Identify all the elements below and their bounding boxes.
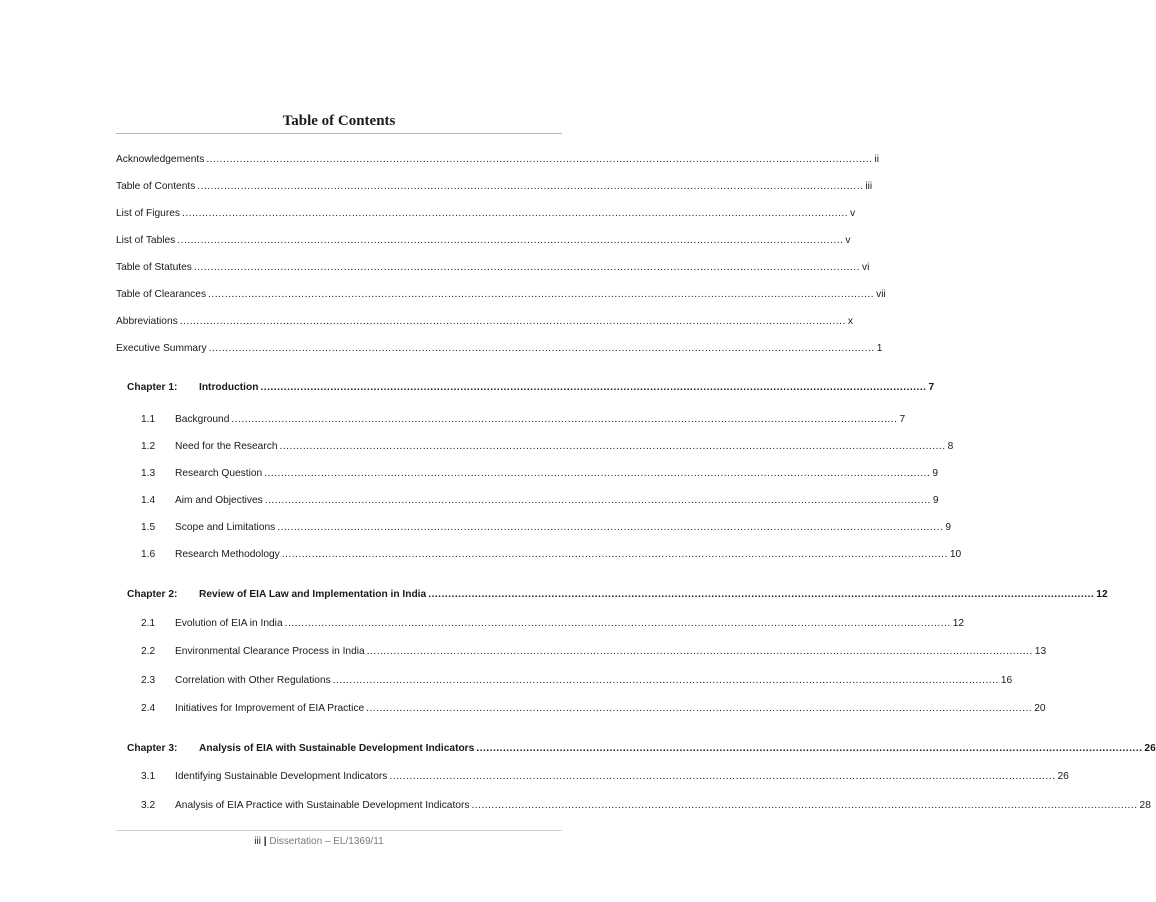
page-title: Table of Contents [282, 113, 396, 129]
toc-leader-dots: ........................................................................................................................................................................................................ [193, 262, 860, 273]
toc-leader-dots: ........................................................................................................................................................................................................ [179, 316, 846, 327]
toc-entry-label: List of Figures [116, 208, 180, 219]
toc-chapter-entry[interactable] [127, 381, 935, 395]
toc-leader-dots: ........................................................................................................................................................................................................ [260, 382, 927, 393]
toc-entry-label: Review of EIA Law and Implementation in India [199, 589, 427, 600]
toc-entry[interactable] [116, 342, 883, 356]
page-footer [0, 836, 638, 847]
toc-entry-label: Analysis of EIA with Sustainable Development Indicators [199, 743, 475, 754]
toc-section-entry[interactable] [141, 645, 1047, 659]
toc-leader-dots: ........................................................................................................................................................................................................ [197, 181, 864, 192]
toc-entry-page: 1 [876, 343, 883, 354]
toc-entry[interactable] [116, 315, 853, 329]
title-divider [116, 133, 562, 134]
toc-entry-page: vii [876, 289, 886, 300]
toc-entry-page: 13 [1034, 646, 1047, 657]
toc-entry-page: 28 [1139, 800, 1151, 811]
toc-entry-number: 2.3 [141, 675, 156, 686]
toc-section-entry[interactable] [141, 702, 1046, 716]
toc-entry[interactable] [116, 234, 851, 248]
toc-section-entry[interactable] [141, 521, 952, 535]
toc-entry-label: Acknowledgements [116, 154, 205, 165]
toc-leader-dots: ........................................................................................................................................................................................................ [206, 154, 873, 165]
toc-section-entry[interactable] [141, 770, 1069, 784]
toc-leader-dots: ........................................................................................................................................................................................................ [181, 208, 849, 219]
toc-entry-number: 2.2 [141, 646, 156, 657]
toc-entry-page: 20 [1034, 703, 1046, 714]
toc-leader-dots: ........................................................................................................................................................................................................ [264, 495, 931, 506]
toc-entry-page: 16 [1000, 675, 1013, 686]
toc-entry-number: 1.6 [141, 549, 156, 560]
toc-entry-label: Table of Clearances [116, 289, 207, 300]
toc-leader-dots: ........................................................................................................................................................................................................ [279, 441, 946, 452]
toc-entry-page: 12 [952, 618, 965, 629]
toc-entry-label: Table of Contents [116, 181, 196, 192]
toc-section-entry[interactable] [141, 674, 1013, 688]
toc-entry-page: 8 [947, 441, 954, 452]
toc-entry-page: v [845, 235, 851, 246]
toc-entry-label: Identifying Sustainable Development Indicators [175, 771, 388, 782]
toc-leader-dots: ........................................................................................................................................................................................................ [177, 235, 844, 246]
toc-entry-label: Initiatives for Improvement of EIA Practice [175, 703, 365, 714]
toc-entry-page: 7 [928, 382, 935, 393]
footer-separator: | [263, 836, 267, 847]
toc-entry-label: Executive Summary [116, 343, 207, 354]
toc-entry-page: ii [874, 154, 879, 165]
toc-leader-dots: ........................................................................................................................................................................................................ [277, 522, 944, 533]
toc-entry-number: 1.1 [141, 414, 156, 425]
toc-entry-number: 1.4 [141, 495, 156, 506]
toc-entry[interactable] [116, 261, 870, 275]
toc-entry-label: Aim and Objectives [175, 495, 263, 506]
footer-divider [116, 830, 562, 831]
toc-leader-dots: ........................................................................................................................................................................................................ [231, 414, 898, 425]
toc-entry-page: 10 [949, 549, 962, 560]
toc-entry-page: vi [861, 262, 870, 273]
toc-entry-page: 12 [1096, 589, 1108, 600]
toc-leader-dots: ........................................................................................................................................................................................................ [208, 343, 875, 354]
footer-page-number: iii [254, 836, 261, 847]
toc-entry-page: 26 [1144, 743, 1156, 754]
toc-entry-number: Chapter 3: [127, 743, 178, 754]
toc-leader-dots: ........................................................................................................................................................................................................ [471, 800, 1138, 811]
toc-entry-label: Table of Statutes [116, 262, 192, 273]
toc-entry-number: Chapter 1: [127, 382, 178, 393]
toc-chapter-entry[interactable] [127, 742, 1156, 756]
toc-entry-number: 3.1 [141, 771, 156, 782]
toc-leader-dots: ........................................................................................................................................................................................................ [476, 743, 1143, 754]
toc-leader-dots: ........................................................................................................................................................................................................ [332, 675, 999, 686]
toc-entry-label: Research Question [175, 468, 263, 479]
toc-chapter-entry[interactable] [127, 588, 1108, 602]
toc-entry-page: 9 [932, 495, 939, 506]
toc-entry-page: x [847, 316, 853, 327]
toc-entry-label: Environmental Clearance Process in India [175, 646, 365, 657]
toc-section-entry[interactable] [141, 548, 962, 562]
toc-entry-label: Scope and Limitations [175, 522, 276, 533]
toc-entry-label: Need for the Research [175, 441, 278, 452]
toc-entry[interactable] [116, 153, 879, 167]
toc-entry-number: 1.2 [141, 441, 156, 452]
toc-entry-label: Introduction [199, 382, 259, 393]
toc-leader-dots: ........................................................................................................................................................................................................ [366, 703, 1033, 714]
toc-entry-label: Research Methodology [175, 549, 280, 560]
toc-section-entry[interactable] [141, 799, 1151, 813]
toc-entry-label: Analysis of EIA Practice with Sustainable Development Indicators [175, 800, 470, 811]
toc-entry-label: Correlation with Other Regulations [175, 675, 331, 686]
toc-entry-number: Chapter 2: [127, 589, 178, 600]
toc-entry-number: 2.1 [141, 618, 156, 629]
toc-section-entry[interactable] [141, 413, 906, 427]
toc-section-entry[interactable] [141, 440, 954, 454]
toc-entry-label: Background [175, 414, 230, 425]
toc-leader-dots: ........................................................................................................................................................................................................ [428, 589, 1095, 600]
toc-section-entry[interactable] [141, 494, 939, 508]
toc-entry[interactable] [116, 288, 886, 302]
toc-entry-number: 2.4 [141, 703, 156, 714]
toc-entry-label: List of Tables [116, 235, 176, 246]
toc-leader-dots: ........................................................................................................................................................................................................ [208, 289, 875, 300]
toc-entry-number: 3.2 [141, 800, 156, 811]
toc-entry-page: 9 [932, 468, 938, 479]
toc-entry-number: 1.3 [141, 468, 156, 479]
toc-leader-dots: ........................................................................................................................................................................................................ [281, 549, 948, 560]
toc-leader-dots: ........................................................................................................................................................................................................ [389, 771, 1056, 782]
toc-entry-page: 7 [899, 414, 906, 425]
toc-leader-dots: ........................................................................................................................................................................................................ [366, 646, 1033, 657]
toc-section-entry[interactable] [141, 617, 965, 631]
toc-entry-page: 26 [1057, 771, 1069, 782]
toc-entry-page: v [850, 208, 856, 219]
toc-leader-dots: ........................................................................................................................................................................................................ [284, 618, 951, 629]
toc-entry-label: Abbreviations [116, 316, 178, 327]
toc-entry-page: 9 [945, 522, 952, 533]
toc-entry-number: 1.5 [141, 522, 156, 533]
toc-entry[interactable] [116, 207, 856, 221]
toc-section-entry[interactable] [141, 467, 938, 481]
toc-entry[interactable] [116, 180, 873, 194]
toc-leader-dots: ........................................................................................................................................................................................................ [264, 468, 931, 479]
footer-text: Dissertation – EL/1369/11 [269, 836, 384, 847]
toc-entry-page: iii [865, 181, 873, 192]
toc-entry-label: Evolution of EIA in India [175, 618, 283, 629]
